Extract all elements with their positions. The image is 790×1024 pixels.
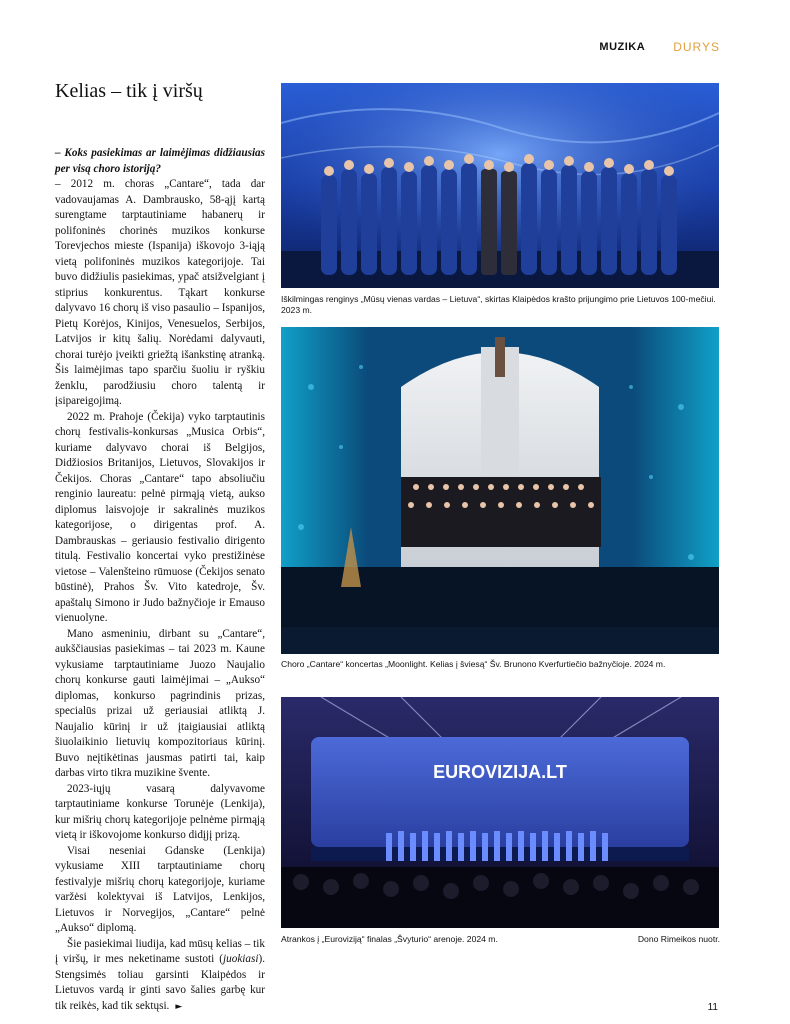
photo-caption-1: Iškilmingas renginys „Mūsų vienas vardas – Lietuva“, skirtas Klaipėdos krašto prijungimo prie Lietuvos 100-mečiui. 2023 m. <box>281 294 716 315</box>
page-header <box>599 40 720 54</box>
article-title: Kelias – tik į viršų <box>55 80 203 102</box>
end-arrow-icon: ► <box>175 1001 183 1012</box>
article-paragraph: Visai neseniai Gdanske (Lenkija) vykusiame XIII tarptautiniame chorų festivalyje mišrių chorų kategorijoje, kuriame varžėsi kolektyvai iš Latvijos, Lenkijos, Lietuvos ir Norvegijos, „Cantare“ pelnė „Aukso“ diplomą. <box>55 844 265 934</box>
photo-choir-stage-image <box>281 83 719 288</box>
article-paragraph-last <box>55 937 265 1016</box>
article-body <box>55 146 265 1015</box>
photo-eurovision-arena-image <box>281 697 719 928</box>
photo-church-concert-image <box>281 327 719 654</box>
magazine-name: DURYS <box>673 40 720 54</box>
photo-credit: Dono Rimeikos nuotr. <box>637 934 720 944</box>
article-paragraph: 2023-iųjų vasarą dalyvavome tarptautiniame konkurse Torunėje (Lenkija), kur mišrių chorų kategorijoje pelnėme pirmąją vietą ir iškovojome konkurso didįjį prizą. <box>55 782 265 841</box>
interview-question: – Koks pasiekimas ar laimėjimas didžiausias per visą choro istoriją? <box>55 147 265 175</box>
article-paragraph: – 2012 m. choras „Cantare“, tada dar vadovaujamas A. Dambrausko, 58-ąjį kartą surengtame tarptautiniame habanerų ir polifoninės chorinės muzikos konkurse Torevjechos mieste (Ispanija) iškovojo 3-iąją vietą polifoninės muzikos kategorijoje. Tai buvo didžiulis pasiekimas, ypač atsižvelgiant į stiprius konkurentus. Tąkart konkurse dalyvavo 16 chorų iš viso pasaulio – Ispanijos, Pietų Korėjos, Kinijos, Venesuelos, Serbijos, Latvijos ir kitų šalių. Norėdami dalyvauti, chorai turėjo įveikti griežtą išankstinę atranką. Šis laimėjimas tapo sparčiu šuoliu ir ryškiu ženklu, parodžiusiu choro talentą ir įsipareigojimą. <box>55 178 265 407</box>
page-number: 11 <box>707 1002 718 1013</box>
photo-caption-3: Atrankos į „Euroviziją“ finalas „Švyturio“ arenoje. 2024 m. <box>281 934 498 944</box>
eurovision-screen-text: EUROVIZIJA.LT <box>433 762 567 782</box>
article-paragraph: Mano asmeniniu, dirbant su „Cantare“, aukščiausias pasiekimas – tai 2023 m. Kaune vykusiame tarptautiniame Juozo Naujalio chorų konkurse gauti laimėjimai – „Aukso“ diplomas, konkurso pagrindinis prizas, specialūs prizai už geriausiai atliktą J. Naujalio kūrinį ir už įtaigiausiai atliktą šiuolaikinio lietuvių kompozitoriaus kūrinį. Buvo neįtikėtinas jausmas patirti tai, kaip darbas virto tikra muzikine švente. <box>55 627 265 779</box>
article-paragraph: 2022 m. Prahoje (Čekija) vyko tarptautinis chorų festivalis-konkursas „Musica Orbis“, kuriame dalyvavo chorai iš Belgijos, Didžiosios Britanijos, Lietuvos, Slovakijos ir Čekijos. Choras „Cantare“ tapo absoliučiu renginio laureatu: pelnė pirmąją vietą, aukso diplomus laisvojoje ir sakralinės muzikos kategorijose, o dirigentas prof. A. Dambrauskas – geriausio festivalio dirigento titulą. Festivalio koncertai vyko prestižinėse vietose – Valenšteino rūmuose (Čekijos senato būstinė), Prahos Šv. Vito katedroje, Šv. apaštalų Simono ir Judo bažnyčioje ir Emauso vienuolyne. <box>55 410 265 624</box>
photo-church-concert <box>281 327 719 654</box>
photo-eurovision-arena <box>281 697 719 928</box>
photo-choir-stage <box>281 83 719 288</box>
photo-caption-2: Choro „Cantare“ koncertas „Moonlight. Kelias į šviesą“ Šv. Brunono Kverfurtiečio bažnyčioje. 2024 m. <box>281 659 666 669</box>
last-text-italic: juokiasi <box>223 953 259 965</box>
section-label: MUZIKA <box>599 41 646 53</box>
last-text-b: ). Stengsimės toliau garsinti Klaipėdos ir Lietuvos vardą ir ginti savo šalies garbę kur tik reikės, kad tik sektųsi. <box>55 953 265 1012</box>
last-text-a: Šie pasiekimai liudija, kad mūsų kelias – tik į viršų, ir mes neketiname sustoti ( <box>55 937 265 965</box>
